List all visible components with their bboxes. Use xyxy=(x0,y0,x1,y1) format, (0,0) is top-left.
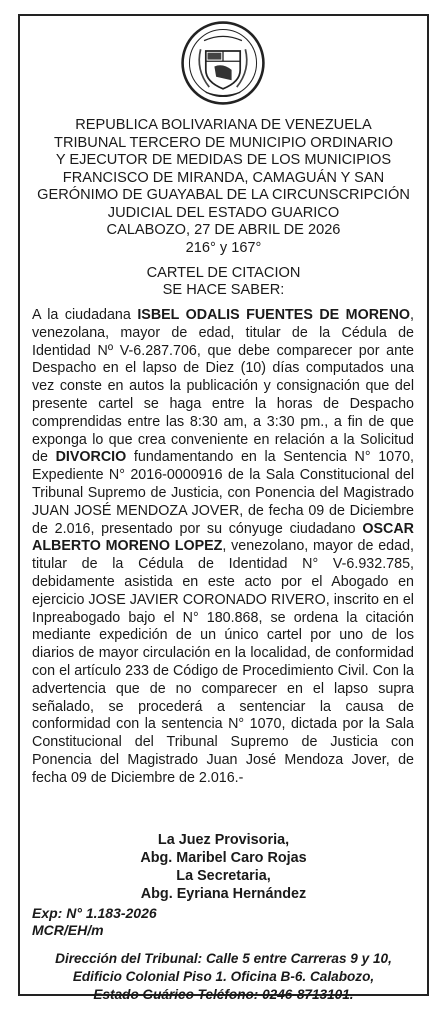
address-line: Edificio Colonial Piso 1. Oficina B-6. Calabozo, xyxy=(72,969,375,984)
header-line: JUDICIAL DEL ESTADO GUARICO xyxy=(107,204,340,221)
file-initials: MCR/EH/m xyxy=(32,922,104,938)
signature-block xyxy=(24,831,423,903)
address-line: Estado Guárico Teléfono: 0246-8713101. xyxy=(93,987,354,1002)
petitioner-name: OSCAR ALBERTO MORENO LOPEZ xyxy=(32,520,414,555)
notice-title: CARTEL DE CITACION xyxy=(146,265,301,281)
header-date: CALABOZO, 27 DE ABRIL DE 2026 xyxy=(106,222,341,238)
secretary-title: La Secretaria, xyxy=(176,868,271,884)
file-reference xyxy=(32,905,157,939)
body-text: fundamentando en la Sentencia N° 1070, Expediente N° 2016-0000916 de la Sala Constitucional del Tribunal Supremo de Justicia, con Ponencia del Magistrado JUAN JOSÉ MENDOZA JOVER, de fecha 09 de Diciembre de 2.016, presentado por su cónyuge ciudadano xyxy=(32,449,415,537)
secretary-name: Abg. Eyriana Hernández xyxy=(140,886,307,902)
header-line: FRANCISCO DE MIRANDA, CAMAGUÁN Y SAN xyxy=(62,169,385,186)
body-text: , venezolana, mayor de edad, titular de la Cédula de Identidad Nº V-6.287.706, que debe comparecer por ante Despacho en el lapso de Diez (10) días computados una vez conste en autos la publicación y consignación que del presente cartel se haga entre la horas de Despacho comprendidas entre las 8:30 am, a 3:30 pm., a fin de que exponga lo que crea conveniente en relación a la Solicitud de xyxy=(32,307,414,466)
court-address xyxy=(24,950,423,1004)
judge-name: Abg. Maribel Caro Rojas xyxy=(140,850,307,866)
court-header xyxy=(24,117,423,257)
header-line: TRIBUNAL TERCERO DE MUNICIPIO ORDINARIO xyxy=(54,134,393,151)
header-line: REPUBLICA BOLIVARIANA DE VENEZUELA xyxy=(75,117,372,133)
notice-body xyxy=(32,307,414,788)
national-coat-of-arms-seal-icon xyxy=(180,20,266,106)
file-number: Exp: N° 1.183-2026 xyxy=(32,905,157,921)
address-line: Dirección del Tribunal: Calle 5 entre Carreras 9 y 10, xyxy=(55,951,392,966)
notice-caption xyxy=(24,265,423,299)
body-text: , venezolano, mayor de edad, titular de la Cédula de Identidad N° V-6.932.785, debidamente asistida en este acto por el Abogado en ejercicio JOSE JAVIER CORONADO RIVERO, inscrito en el Inpreabogado bajo el N° 180.868, se ordena la citación mediante expedición de un único cartel por uno de los diarios de mayor circulación en la localidad, de conformidad con el artículo 233 de Código de Procedimiento Civil. Con la advertencia que de no comparecer en el lapso supra señalado, se procederá a sentenciar la causa de conformidad con la sentencia N° 1070, dictada por la Sala Constitucional del Tribunal Supremo de Justicia con Ponencia del Magistrado Juan José Mendoza Jover, de fecha 09 de Diciembre de 2.016.- xyxy=(32,538,415,786)
respondent-name: ISBEL ODALIS FUENTES DE MORENO xyxy=(137,307,411,323)
header-line: GERÓNIMO DE GUAYABAL DE LA CIRCUNSCRIPCIÓN xyxy=(37,187,410,203)
notice-subtitle: SE HACE SABER: xyxy=(162,282,285,298)
judge-title: La Juez Provisoria, xyxy=(157,832,290,848)
divorce-keyword: DIVORCIO xyxy=(55,449,127,466)
header-line: Y EJECUTOR DE MEDIDAS DE LOS MUNICIPIOS xyxy=(55,152,392,168)
header-years: 216° y 167° xyxy=(185,239,262,256)
body-text: A la ciudadana xyxy=(32,307,138,323)
